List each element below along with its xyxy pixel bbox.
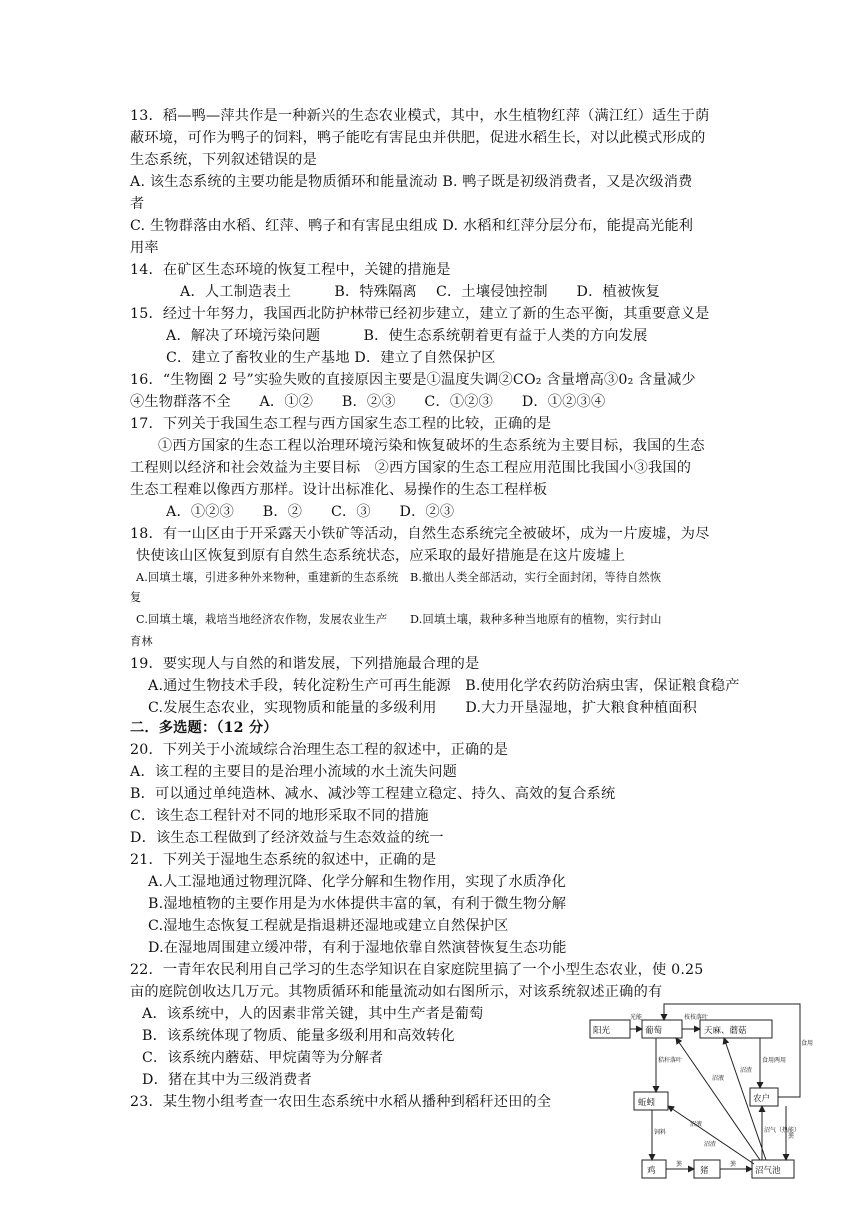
q21-option-d: D.在湿地周围建立缓冲带，有利于湿地依靠自然演替恢复生态功能 <box>148 940 567 956</box>
q18-options-ab: A.回填土壤，引进多种外来物种，重建新的生态系统 B.撤出人类全部活动，实行全面封闭，等待自然恢 <box>136 571 662 584</box>
q13-line-1: 13．稻—鸭—萍共作是一种新兴的生态农业模式，其中，水生植物红萍（满江红）适生于荫 <box>130 108 710 124</box>
q22-option-c: C．该系统内蘑菇、甲烷菌等为分解者 <box>142 1050 384 1066</box>
q20-stem: 20．下列关于小流域综合治理生态工程的叙述中，正确的是 <box>130 742 509 758</box>
edge-label-slurry-2: 沼液 <box>690 1121 703 1128</box>
q13-option-ab-cont: 者 <box>130 196 145 212</box>
node-tianma: 天麻、蘑菇 <box>704 1026 747 1036</box>
q15-options-ab: A．解决了环境污染问题 B．使生态系统朝着更有益于人类的方向发展 <box>166 328 648 344</box>
q13-option-ab: A. 该生态系统的主要功能是物质循环和能量流动 B. 鸭子既是初级消费者，又是次级消费 <box>130 174 693 190</box>
edge-label-manure-1: 粪 <box>676 1161 683 1168</box>
q22-stem: 22．一青年农民利用自己学习的生态学知识在自家庭院里搞了一个小型生态农业，使 0.25 <box>130 962 704 978</box>
q20-option-d: D．该生态工程做到了经济效益与生态效益的统一 <box>130 830 444 846</box>
q20-option-a: A．该工程的主要目的是治理小流域的水土流失问题 <box>130 764 457 780</box>
q19-options-cd: C.发展生态农业，实现物质和能量的多级利用 D.大力开垦湿地，扩大粮食种植面积 <box>148 700 697 716</box>
edge-label-biogas-heat: 沼气（热能） <box>764 1127 801 1134</box>
q17-stem: 17．下列关于我国生态工程与西方国家生态工程的比较，正确的是 <box>130 416 552 432</box>
q13-line-2: 蔽环境，可作为鸭子的饲料，鸭子能吃有害昆虫并供肥，促进水稻生长，对以此模式形成的 <box>130 130 706 146</box>
edge-label-residue-1: 沼渣 <box>740 1067 753 1074</box>
q21-option-c: C.湿地生态恢复工程就是指退耕还湿地或建立自然保护区 <box>148 918 509 934</box>
q17-line-4: 生态工程难以像西方那样。设计出标准化、易操作的生态工程样板 <box>130 482 548 498</box>
edge-label-light-energy: 光能 <box>630 1014 643 1021</box>
q16-stem: 16．“生物圈 2 号”实验失败的直接原因主要是①温度失调②CO₂ 含量增高③0₂ 含量减少 <box>130 372 696 388</box>
section-heading: 二．多选题：（12 分） <box>130 720 278 736</box>
q21-option-b: B.湿地植物的主要作用是为水体提供丰富的氧，有利于微生物分解 <box>148 896 567 912</box>
edge-label-edible: 食用 <box>801 1040 814 1047</box>
edge-label-branch-waste: 枝枝落叶 <box>684 1014 709 1021</box>
q21-stem: 21．下列关于湿地生态系统的叙述中，正确的是 <box>130 852 437 868</box>
q17-options: A．①②③ B．② C．③ D．②③ <box>166 504 455 520</box>
node-pig: 猪 <box>700 1166 709 1176</box>
edge-label-feed: 饲料 <box>654 1129 667 1136</box>
q15-stem: 15．经过十年努力，我国西北防护林带已经初步建立，建立了新的生态平衡，其重要意义是 <box>130 306 710 322</box>
node-earthworm: 蚯蚓 <box>638 1098 656 1108</box>
q20-option-b: B．可以通过单纯造林、减水、减沙等工程建立稳定、持久、高效的复合系统 <box>130 786 616 802</box>
q18-stem: 18．有一山区由于开采露天小铁矿等活动，自然生态系统完全被破坏，成为一片废墟，为尽 <box>130 526 710 542</box>
arrow-biogas-grape <box>676 1038 760 1160</box>
q15-options-cd: C．建立了畜牧业的生产基地 D．建立了自然保护区 <box>166 350 496 366</box>
node-farmer: 农户 <box>753 1094 771 1104</box>
edge-label-manure-2: 粪 <box>730 1161 737 1168</box>
q21-option-a: A.人工湿地通过物理沉降、化学分解和生物作用，实现了水质净化 <box>148 874 567 890</box>
q16-options: ④生物群落不全 A．①② B．②③ C．①②③ D．①②③④ <box>130 394 606 410</box>
q23-stem: 23．某生物小组考查一农田生态系统中水稻从播种到稻秆还田的全 <box>130 1094 552 1110</box>
edge-label-residue-2: 沼渣 <box>704 1141 717 1148</box>
q18-options-ab-cont: 复 <box>130 591 142 604</box>
edge-label-slurry-1: 沼液 <box>712 1075 725 1082</box>
q13-line-3: 生态系统，下列叙述错误的是 <box>130 152 318 168</box>
q18-options-cd-cont: 育林 <box>130 635 153 648</box>
q14-stem: 14．在矿区生态环境的恢复工程中，关键的措施是 <box>130 262 451 278</box>
q22-option-a: A．该系统中，人的因素非常关键，其中生产者是葡萄 <box>142 1006 484 1022</box>
q17-line-3: 工程则以经济和社会效益为主要目标 ②西方国家的生态工程应用范围比我国小③我国的 <box>130 460 692 476</box>
edge-label-manure-3: 粪 <box>788 1133 795 1140</box>
q18-stem-cont: 快使该山区恢复到原有自然生态系统状态，应采取的最好措施是在这片废墟上 <box>136 548 626 564</box>
q17-line-2: ①西方国家的生态工程以治理环境污染和恢复破坏的生态系统为主要目标，我国的生态 <box>158 438 705 454</box>
node-chicken: 鸡 <box>647 1166 656 1176</box>
node-biogas: 沼气池 <box>755 1166 781 1176</box>
q19-stem: 19．要实现人与自然的和谐发展，下列措施最合理的是 <box>130 656 480 672</box>
q20-option-c: C．该生态工程针对不同的地形采取不同的措施 <box>130 808 429 824</box>
q13-option-cd-cont: 用率 <box>130 240 159 256</box>
arrow-biogas-earthworm <box>668 1106 754 1164</box>
edge-label-stem-leaf: 秸秆落叶 <box>658 1057 683 1064</box>
q22-option-b: B．该系统体现了物质、能量多级利用和高效转化 <box>142 1028 455 1044</box>
q22-option-d: D．猪在其中为三级消费者 <box>142 1072 312 1088</box>
q14-options: A．人工制造表土 B．特殊隔离 C．土壤侵蚀控制 D．植被恢复 <box>180 284 661 300</box>
q19-options-ab: A.通过生物技术手段，转化淀粉生产可再生能源 B.使用化学农药防治病虫害，保证粮食稳产 <box>148 678 740 694</box>
node-grape: 葡萄 <box>645 1026 663 1036</box>
node-sunlight: 阳光 <box>593 1026 611 1036</box>
edge-label-edible-use: 食用两用 <box>762 1057 787 1064</box>
q13-option-cd: C. 生物群落由水稻、红萍、鸭子和有害昆虫组成 D. 水稻和红萍分层分布，能提高光能利 <box>130 218 694 234</box>
q18-options-cd: C.回填土壤，栽培当地经济农作物，发展农业生产 D.回填土壤，栽种多种当地原有的植物，实行封山 <box>136 613 662 626</box>
q22-stem-cont: 亩的庭院创收达几万元。其物质循环和能量流动如右图所示，对该系统叙述正确的有 <box>130 984 663 1000</box>
